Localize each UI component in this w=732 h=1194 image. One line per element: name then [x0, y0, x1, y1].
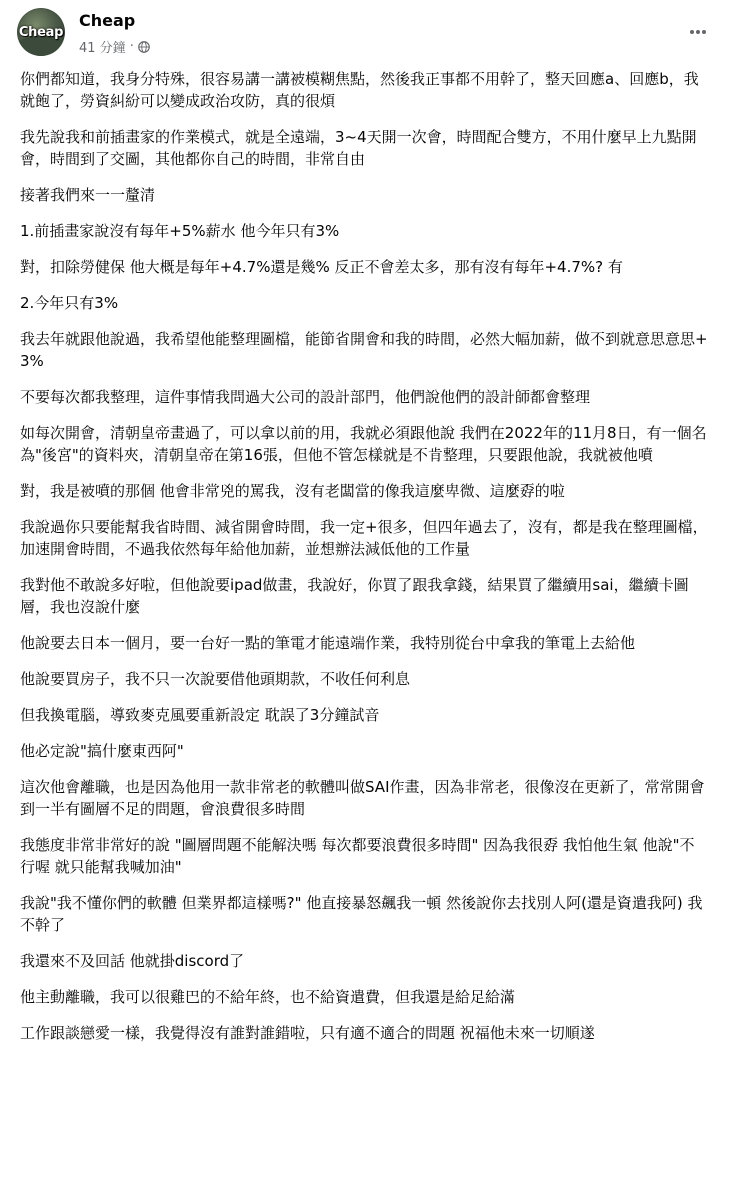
post-paragraph: 他必定說"搞什麼東西阿" [20, 742, 184, 760]
post-paragraph: 對，我是被噴的那個 他會非常兇的罵我，沒有老闆當的像我這麼卑微、這麼孬的啦 [20, 482, 565, 500]
more-horizontal-icon[interactable] [680, 14, 716, 50]
meta-separator: · [129, 39, 134, 54]
post-paragraph: 他說要買房子，我不只一次說要借他頭期款，不收任何利息 [20, 670, 411, 688]
post-body [20, 68, 708, 1058]
post-paragraph: 你們都知道，我身分特殊，很容易講一講被模糊焦點，然後我正事都不用幹了，整天回應a、回應b，我就飽了，勞資糾紛可以變成政治攻防，真的很煩 [20, 70, 699, 110]
post-paragraph: 如每次開會，清朝皇帝畫過了，可以拿以前的用，我就必須跟他說 我們在2022年的11月8日，有一個名為"後宮"的資料夾，清朝皇帝在第16張，但他不管怎樣就是不肯整理，只要跟他說，我就被他噴 [20, 424, 707, 464]
author-name[interactable]: Cheap [79, 11, 136, 30]
avatar[interactable] [17, 8, 65, 56]
post-paragraph: 我對他不敢說多好啦，但他說要ipad做畫，我說好，你買了跟我拿錢，結果買了繼續用sai，繼續卡圖層，我也沒說什麼 [20, 576, 689, 616]
post-header [17, 8, 716, 60]
post-paragraph: 我去年就跟他說過，我希望他能整理圖檔，能節省開會和我的時間，必然大幅加薪，做不到就意思意思+3% [20, 330, 708, 370]
post-paragraph: 我說過你只要能幫我省時間、減省開會時間，我一定+很多，但四年過去了，沒有，都是我在整理圖檔，加速開會時間，不過我依然每年給他加薪，並想辦法減低他的工作量 [20, 518, 708, 558]
post-paragraph: 接著我們來一一釐清 [20, 186, 156, 204]
post-paragraph: 這次他會離職，也是因為他用一款非常老的軟體叫做SAI作畫，因為非常老，很像沒在更新了，常常開會到一半有圖層不足的問題，會浪費很多時間 [20, 778, 705, 818]
post-paragraph: 我態度非常非常好的說 "圖層問題不能解決嗎 每次都要浪費很多時間" 因為我很孬 我怕他生氣 他說"不行喔 就只能幫我喊加油" [20, 836, 695, 876]
post-paragraph: 他說要去日本一個月，要一台好一點的筆電才能遠端作業，我特別從台中拿我的筆電上去給他 [20, 634, 636, 652]
post-paragraph: 我先說我和前插畫家的作業模式，就是全遠端，3~4天開一次會，時間配合雙方，不用什麼早上九點開會，時間到了交圖，其他都你自己的時間，非常自由 [20, 128, 697, 168]
post-paragraph: 2.今年只有3% [20, 294, 119, 312]
post-paragraph: 我說"我不懂你們的軟體 但業界都這樣嗎?" 他直接暴怒飆我一頓 然後說你去找別人阿(還是資遣我阿) 我不幹了 [20, 894, 703, 934]
post-paragraph: 1.前插畫家說沒有每年+5%薪水 他今年只有3% [20, 222, 340, 240]
post-paragraph: 但我換電腦，導致麥克風要重新設定 耽誤了3分鐘試音 [20, 706, 380, 724]
post-timestamp[interactable]: 41 分鐘 [79, 41, 126, 56]
post-paragraph: 工作跟談戀愛一樣，我覺得沒有誰對誰錯啦，只有適不適合的問題 祝福他未來一切順遂 [20, 1024, 595, 1042]
avatar-label: Cheap [18, 25, 64, 40]
post-paragraph: 對，扣除勞健保 他大概是每年+4.7%還是幾% 反正不會差太多，那有沒有每年+4.7%? 有 [20, 258, 623, 276]
globe-icon [138, 41, 150, 53]
post-paragraph: 不要每次都我整理，這件事情我問過大公司的設計部門，他們說他們的設計師都會整理 [20, 388, 591, 406]
post-meta [79, 37, 150, 56]
post-paragraph: 我還來不及回話 他就掛discord了 [20, 952, 245, 970]
post-paragraph: 他主動離職，我可以很雞巴的不給年終，也不給資遣費，但我還是給足給滿 [20, 988, 516, 1006]
